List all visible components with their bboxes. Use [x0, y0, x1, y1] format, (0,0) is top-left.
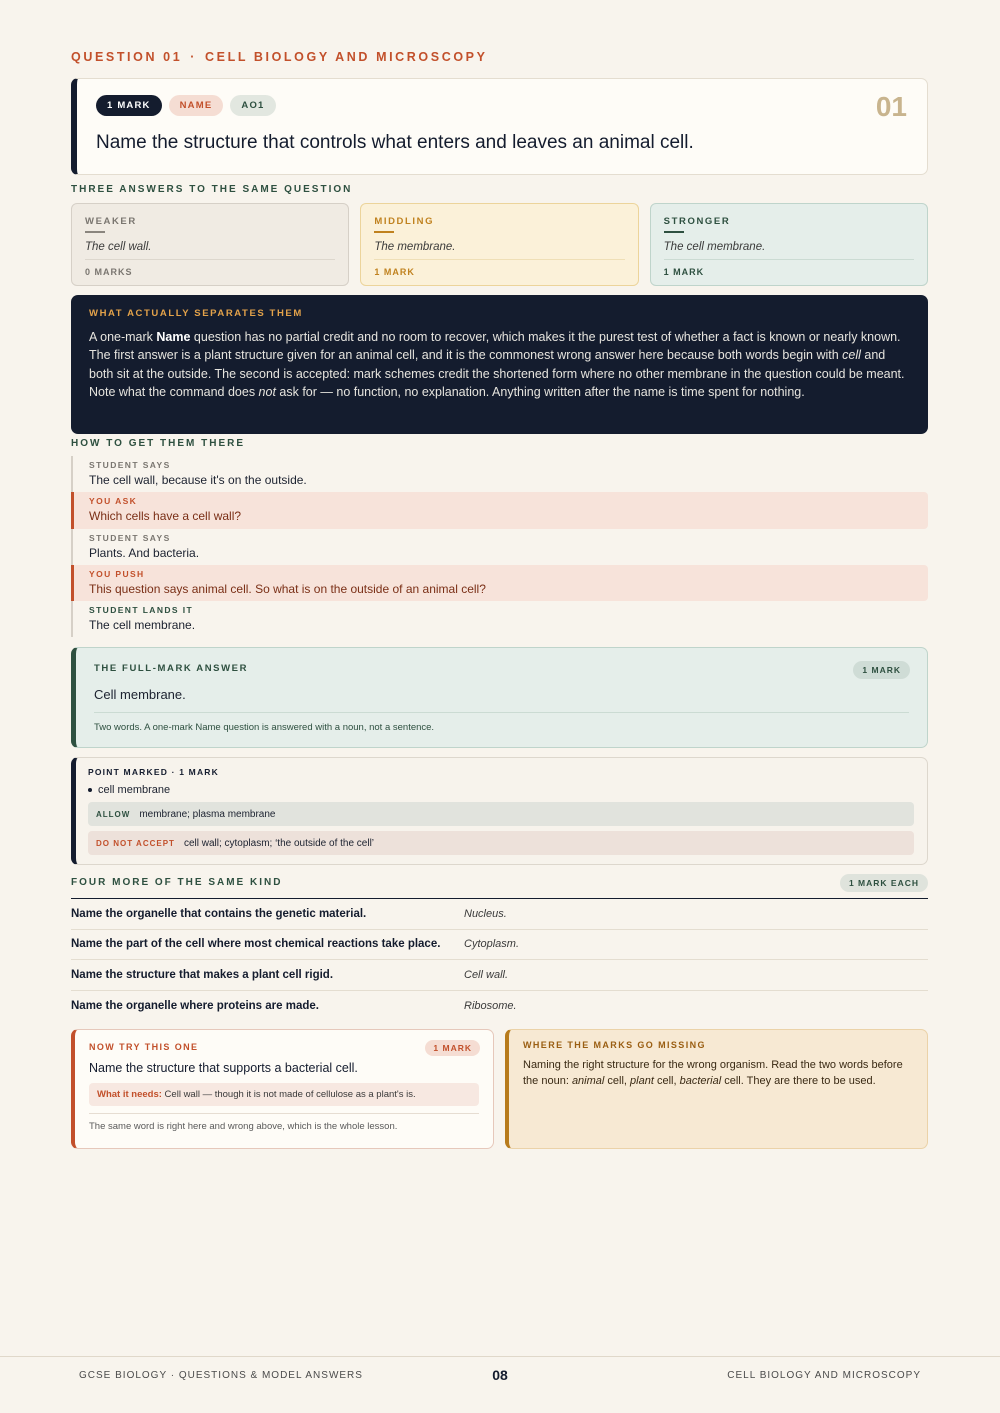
question-card — [71, 78, 928, 175]
missing-text-part: cell. They are there to be used. — [721, 1074, 876, 1087]
explainer-text — [89, 328, 910, 401]
answer-marks: 1 MARK — [374, 267, 415, 277]
practice-answer: Cytoplasm. — [464, 938, 520, 951]
explainer-text-part: A one-mark — [89, 330, 157, 344]
what-it-needs — [89, 1083, 479, 1106]
question-text: Name the structure that controls what enters and leaves an animal cell. — [96, 132, 694, 153]
question-label: QUESTION 01 — [71, 50, 183, 64]
missing-text-part: Naming the right structure for the wrong organism. Read the two words before the noun: — [523, 1059, 903, 1087]
emphasis: not — [258, 384, 276, 399]
separation-explainer — [71, 295, 928, 434]
answer-text: The cell wall. — [85, 241, 335, 260]
dialog-turn-teacher — [71, 565, 928, 601]
question-kicker — [71, 50, 488, 64]
speech-text: The cell membrane. — [89, 618, 196, 633]
speech-text: This question says animal cell. So what is on the outside of an animal cell? — [89, 581, 486, 596]
answer-card-stronger — [650, 203, 928, 286]
model-answer: Cell membrane. — [94, 687, 909, 713]
try-label: NOW TRY THIS ONE — [89, 1042, 199, 1052]
marks-missing-card — [505, 1029, 928, 1149]
mark-scheme-card — [71, 757, 928, 865]
speaker-label: STUDENT SAYS — [89, 532, 171, 543]
bullet-icon — [88, 788, 92, 792]
more-questions-header — [71, 874, 928, 899]
speaker-label: YOU PUSH — [89, 568, 145, 579]
full-mark-answer-card — [71, 647, 928, 748]
coaching-dialog — [71, 456, 928, 637]
answer-level: STRONGER — [663, 216, 731, 227]
do-not-accept-tag: DO NOT ACCEPT — [96, 838, 175, 848]
missing-text-part: cell, — [604, 1074, 631, 1087]
needs-label: What it needs: — [97, 1089, 162, 1100]
emphasis: plant — [630, 1074, 654, 1087]
page-footer — [0, 1356, 1000, 1413]
answer-level: WEAKER — [85, 216, 137, 227]
full-mark-label: THE FULL-MARK ANSWER — [94, 663, 249, 674]
marks-badge: 1 MARK — [425, 1040, 480, 1056]
practice-row — [71, 930, 928, 961]
answer-comparison — [71, 203, 928, 286]
marking-point — [88, 784, 914, 796]
do-not-accept-row — [88, 831, 914, 855]
topic-label: CELL BIOLOGY AND MICROSCOPY — [205, 50, 488, 64]
assessment-objective-pill: AO1 — [230, 95, 275, 116]
emphasis: animal — [571, 1074, 605, 1087]
explainer-text-part: ask for — no function, no explanation. Anything written after the name is time spent for nothing. — [275, 384, 805, 399]
allow-row — [88, 802, 914, 826]
practice-question: Name the part of the cell where most chemical reactions take place. — [71, 938, 441, 951]
question-tags — [96, 95, 276, 116]
try-this-card — [71, 1029, 494, 1149]
footer-book-title: GCSE BIOLOGY · QUESTIONS & MODEL ANSWERS — [79, 1370, 363, 1381]
more-questions-label: FOUR MORE OF THE SAME KIND — [71, 877, 283, 888]
practice-row — [71, 899, 928, 930]
answer-text: The cell membrane. — [664, 241, 914, 260]
practice-row — [71, 991, 928, 1022]
marks-each-badge: 1 MARK EACH — [840, 874, 928, 892]
practice-question: Name the structure that makes a plant cell rigid. — [71, 968, 334, 981]
practice-question: Name the organelle that contains the genetic material. — [71, 907, 367, 920]
answer-text: The membrane. — [374, 241, 624, 260]
dialog-turn-teacher — [71, 492, 928, 528]
emphasis: cell — [842, 348, 861, 363]
level-bar — [664, 231, 684, 233]
answer-marks: 0 MARKS — [85, 267, 133, 277]
command-word-pill: NAME — [169, 95, 224, 116]
missing-text-part: cell, — [653, 1074, 680, 1087]
practice-answer: Nucleus. — [464, 907, 507, 920]
try-footnote: The same word is right here and wrong above, which is the whole lesson. — [89, 1113, 479, 1132]
emphasis: bacterial — [679, 1074, 722, 1087]
dialog-section-label: HOW TO GET THEM THERE — [71, 438, 246, 449]
kicker-separator: · — [190, 50, 198, 64]
practice-question: Name the organelle where proteins are made. — [71, 999, 319, 1012]
explainer-text-part: question has no partial credit and no room to recover, which makes it the purest test of whether a fact is known or nearly known. The first answer is a plant structure given for an animal cell, and it is the commonest wrong answer here because both words begin with — [89, 330, 901, 363]
try-question: Name the structure that supports a bacterial cell. — [89, 1061, 358, 1075]
speech-text: Which cells have a cell wall? — [89, 509, 242, 524]
marks-pill: 1 MARK — [96, 95, 162, 116]
dialog-turn-student — [71, 529, 928, 565]
missing-text — [523, 1058, 913, 1089]
missing-label: WHERE THE MARKS GO MISSING — [523, 1040, 706, 1050]
answers-section-label: THREE ANSWERS TO THE SAME QUESTION — [71, 184, 353, 195]
model-answer-note: Two words. A one-mark Name question is answered with a noun, not a sentence. — [94, 722, 435, 733]
speaker-label: STUDENT LANDS IT — [89, 605, 194, 616]
do-not-accept-text: cell wall; cytoplasm; ‘the outside of the cell’ — [183, 837, 375, 849]
needs-text: Cell wall — though it is not made of cellulose as a plant's is. — [161, 1089, 416, 1100]
question-number: 01 — [875, 91, 907, 122]
dialog-turn-student-success — [71, 601, 928, 637]
explainer-label: WHAT ACTUALLY SEPARATES THEM — [89, 308, 303, 319]
marking-point-text: cell membrane — [98, 784, 171, 796]
answer-card-middling — [360, 203, 638, 286]
speaker-label: YOU ASK — [89, 496, 138, 507]
practice-row — [71, 960, 928, 991]
answer-card-weaker — [71, 203, 349, 286]
speaker-label: STUDENT SAYS — [89, 460, 171, 470]
marks-badge: 1 MARK — [853, 661, 910, 679]
answer-level: MIDDLING — [374, 216, 435, 227]
level-bar — [85, 231, 105, 233]
footer-chapter: CELL BIOLOGY AND MICROSCOPY — [727, 1370, 921, 1381]
dialog-turn-student — [71, 456, 928, 492]
mark-scheme-label: POINT MARKED · 1 MARK — [88, 767, 219, 777]
allow-text: membrane; plasma membrane — [139, 808, 276, 820]
answer-marks: 1 MARK — [663, 267, 705, 277]
speech-text: The cell wall, because it's on the outside. — [89, 473, 307, 487]
command-word: Name — [156, 330, 191, 344]
practice-answer: Ribosome. — [464, 999, 517, 1012]
allow-tag: ALLOW — [96, 809, 131, 819]
practice-answer: Cell wall. — [464, 968, 509, 981]
page-number: 08 — [492, 1367, 508, 1383]
explainer-text-part: and both sit at the outside. The second is accepted: mark schemes credit the shortened form where no other membrane in the question could be meant. Note what the command does — [89, 348, 905, 399]
level-bar — [374, 231, 394, 233]
speech-text: Plants. And bacteria. — [89, 545, 200, 560]
more-questions-list — [71, 899, 928, 1021]
